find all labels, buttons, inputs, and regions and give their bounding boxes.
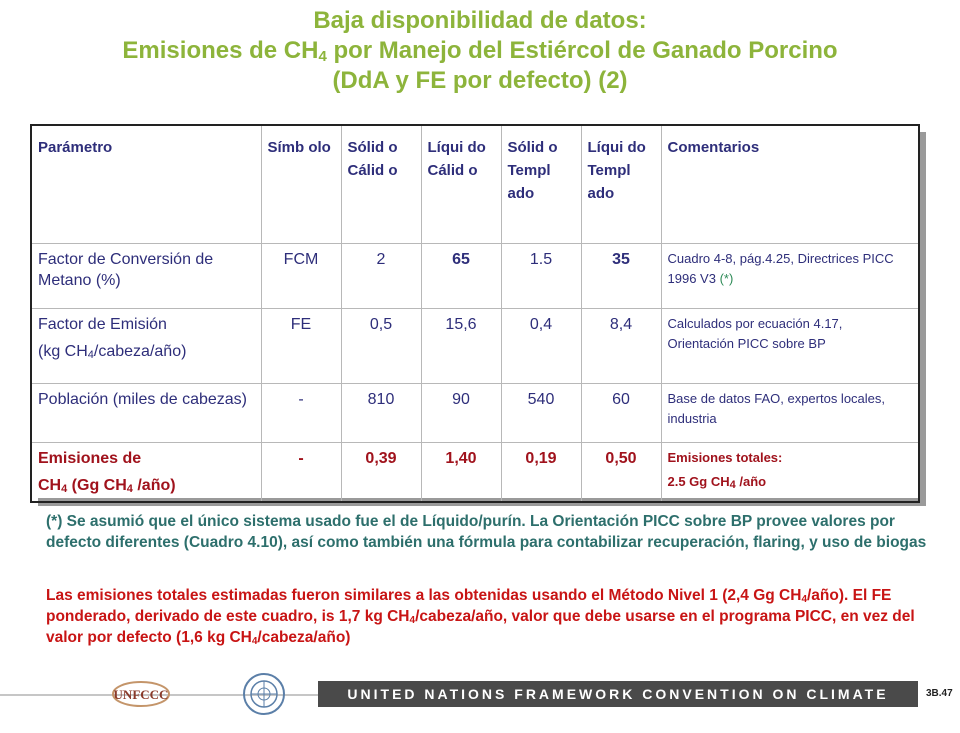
symbol-cell: FE	[261, 309, 341, 384]
param-cell: Población (miles de cabezas)	[31, 384, 261, 443]
value-cell: 540	[501, 384, 581, 443]
symbol-cell: FCM	[261, 244, 341, 309]
table-row	[31, 384, 919, 443]
value-cell: 8,4	[581, 309, 661, 384]
title-line-2: Emisiones de $CH_4$ por Manejo del Estiércol de Ganado Porcino	[122, 37, 838, 65]
header-cell: Sólid o Templ ado	[501, 125, 581, 244]
value-cell: 65	[421, 244, 501, 309]
footer-banner: UNITED NATIONS FRAMEWORK CONVENTION ON CLIMATE CHANGE	[318, 681, 918, 707]
header-cell: Líqui do Cálid o	[421, 125, 501, 244]
value-cell: 60	[581, 384, 661, 443]
table-row-emissions	[31, 443, 919, 503]
table-header-row	[31, 125, 919, 244]
value-cell: 0,4	[501, 309, 581, 384]
comment-cell: Cuadro 4-8, pág.4.25, Directrices PICC 1996 V3 (*)	[661, 244, 919, 309]
comment-cell: Emisiones totales: 2.5 Gg $CH_4$ /año	[661, 443, 919, 503]
header-cell: Símb olo	[261, 125, 341, 244]
symbol-cell: -	[261, 384, 341, 443]
param-cell: Factor de Emisión (kg $CH_4/cabeza/año$)	[31, 309, 261, 384]
value-cell: 810	[341, 384, 421, 443]
table-row	[31, 309, 919, 384]
comment-cell: Calculados por ecuación 4.17, Orientación PICC sobre BP	[661, 309, 919, 384]
footnote-mark: (*)	[719, 271, 734, 286]
conclusion-text: Las emisiones totales estimadas fueron similares a las obtenidas usando el Método Nivel 1 (2,4 Gg $CH_4/año$). El FE ponderado, derivado de este cuadro, is 1,7 kg $CH_4/cabeza$/año, valor que debe usarse en el programa PICC, en vez del valor por defecto (1,6 kg $CH_4/cabeza/año$)	[46, 587, 915, 647]
header-cell: Sólid o Cálid o	[341, 125, 421, 244]
value-cell: 90	[421, 384, 501, 443]
header-cell: Parámetro	[31, 125, 261, 244]
header-cell: Líqui do Templ ado	[581, 125, 661, 244]
value-cell: 2	[341, 244, 421, 309]
unfccc-logo	[110, 678, 172, 712]
value-cell: 0,39	[341, 443, 421, 503]
title-line-1: Baja disponibilidad de datos:	[313, 7, 647, 34]
value-cell: 1,40	[421, 443, 501, 503]
parameters-table	[30, 124, 918, 498]
symbol-cell: -	[261, 443, 341, 503]
value-cell: 35	[581, 244, 661, 309]
value-cell: 15,6	[421, 309, 501, 384]
comment-cell: Base de datos FAO, expertos locales, industria	[661, 384, 919, 443]
value-cell: 1.5	[501, 244, 581, 309]
param-cell: Emisiones de $CH_4$ (Gg $CH_4$ /año)	[31, 443, 261, 503]
value-cell: 0,50	[581, 443, 661, 503]
footnote-text: (*) Se asumió que el único sistema usado fue el de Líquido/purín. La Orientación PICC sobre BP provee valores por defecto diferentes (Cuadro 4.10), así como también una fórmula para contabilizar recuperación, flaring, y uso de biogas	[46, 513, 927, 551]
value-cell: 0,5	[341, 309, 421, 384]
svg-text:UNFCCC: UNFCCC	[113, 687, 169, 702]
title-line-3: (DdA y FE por defecto) (2)	[332, 67, 628, 94]
table-row	[31, 244, 919, 309]
slide-title	[0, 6, 960, 96]
header-cell: Comentarios	[661, 125, 919, 244]
param-cell: Factor de Conversión de Metano (%)	[31, 244, 261, 309]
slide-number: 3B.47	[926, 688, 953, 699]
un-emblem-icon	[242, 672, 286, 716]
value-cell: 0,19	[501, 443, 581, 503]
